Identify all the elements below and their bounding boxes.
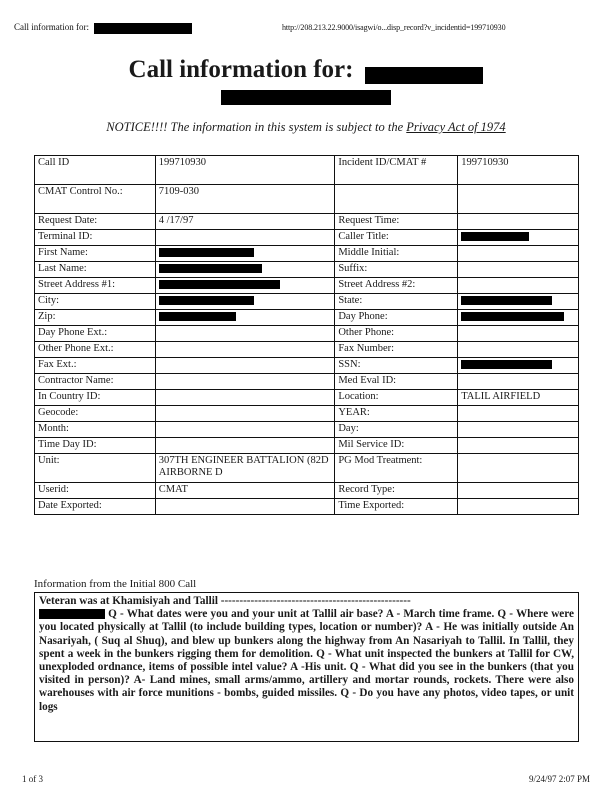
field-value: 307TH ENGINEER BATTALION (82D AIRBORNE D — [155, 454, 335, 483]
field-label — [335, 185, 458, 214]
table-row — [35, 358, 579, 374]
field-value — [155, 406, 335, 422]
field-label: Geocode: — [35, 406, 156, 422]
field-label: Day Phone Ext.: — [35, 326, 156, 342]
table-row — [35, 374, 579, 390]
field-label: Street Address #2: — [335, 278, 458, 294]
field-value — [155, 422, 335, 438]
field-value — [458, 294, 579, 310]
field-label: Contractor Name: — [35, 374, 156, 390]
initial-call-first-line — [39, 595, 574, 608]
table-row — [35, 310, 579, 326]
header-url: http://208.213.22.9000/isagwi/o...disp_record?v_incidentid=199710930 — [282, 23, 506, 32]
field-value — [458, 262, 579, 278]
table-row — [35, 214, 579, 230]
table-row — [35, 294, 579, 310]
redaction-bar — [461, 312, 563, 321]
field-value — [155, 499, 335, 515]
field-label: Terminal ID: — [35, 230, 156, 246]
field-label: Incident ID/CMAT # — [335, 156, 458, 185]
field-label: Unit: — [35, 454, 156, 483]
table-row — [35, 326, 579, 342]
field-value: 199710930 — [155, 156, 335, 185]
field-value — [155, 438, 335, 454]
field-value — [155, 294, 335, 310]
field-value: TALIL AIRFIELD — [458, 390, 579, 406]
field-label: Day Phone: — [335, 310, 458, 326]
redaction-bar — [94, 23, 192, 34]
table-row — [35, 390, 579, 406]
table-row — [35, 246, 579, 262]
initial-call-body — [39, 608, 574, 714]
field-value — [458, 454, 579, 483]
field-label: Call ID — [35, 156, 156, 185]
field-label: First Name: — [35, 246, 156, 262]
header-left-label — [14, 22, 192, 33]
field-value — [155, 230, 335, 246]
page-title-text: Call information for: — [128, 56, 354, 83]
field-label: Med Eval ID: — [335, 374, 458, 390]
field-label: Time Day ID: — [35, 438, 156, 454]
field-value — [458, 358, 579, 374]
field-label: Day: — [335, 422, 458, 438]
field-value — [155, 278, 335, 294]
field-label: PG Mod Treatment: — [335, 454, 458, 483]
table-row — [35, 230, 579, 246]
field-label: Other Phone Ext.: — [35, 342, 156, 358]
redaction-bar — [159, 248, 254, 257]
field-label: Suffix: — [335, 262, 458, 278]
field-value — [458, 185, 579, 214]
field-value — [458, 422, 579, 438]
initial-call-text-box — [34, 592, 579, 742]
field-label: Date Exported: — [35, 499, 156, 515]
field-value — [458, 374, 579, 390]
field-value — [155, 262, 335, 278]
field-label: Request Time: — [335, 214, 458, 230]
field-label: Other Phone: — [335, 326, 458, 342]
field-value — [458, 406, 579, 422]
redaction-bar — [39, 609, 105, 619]
initial-call-heading: Information from the Initial 800 Call — [34, 578, 197, 590]
field-value: 7109-030 — [155, 185, 335, 214]
print-timestamp: 9/24/97 2:07 PM — [528, 774, 590, 784]
field-value — [155, 246, 335, 262]
field-label: Street Address #1: — [35, 278, 156, 294]
field-value: 4 /17/97 — [155, 214, 335, 230]
field-label: Location: — [335, 390, 458, 406]
table-row — [35, 454, 579, 483]
redaction-bar — [365, 67, 483, 84]
table-row — [35, 422, 579, 438]
field-label: Fax Number: — [335, 342, 458, 358]
field-label: City: — [35, 294, 156, 310]
call-information-table — [34, 155, 579, 515]
initial-call-body-text: Q - What dates were you and your unit at Tallil air base? A - March time frame. Q - Where were you located physically at Tallil (to include building types, location or number)? A - He was initially outside An Nasariyah, ( Suq al Shuq), and blew up bunkers along the highway from An Nasariyah to Tallil. In Tallil, they spent a week in the bunkers rigging them for demolition. Q - What unit inspected the bunkers at Tallil for CW, unexploded ordnance, items of possible intel value? A -His unit. Q - What did you see in the bunkers (that you visited in person)? A- Land mines, small arms/ammo, artillery and mortar rounds, rockets. There were also warehouses with air force munitions - bombs, guided missiles. Q - Do you have any photos, video tapes, or unit logs — [39, 608, 574, 713]
redaction-bar — [461, 232, 529, 241]
initial-call-prefix: Veteran was at Khamisiyah and Tallil --------------------------------------------------- — [39, 595, 411, 607]
table-row — [35, 483, 579, 499]
field-label: Caller Title: — [335, 230, 458, 246]
table-row — [35, 278, 579, 294]
field-value — [155, 342, 335, 358]
field-value — [458, 499, 579, 515]
field-label: Record Type: — [335, 483, 458, 499]
field-label: Fax Ext.: — [35, 358, 156, 374]
field-value — [458, 246, 579, 262]
field-value — [155, 358, 335, 374]
field-value — [458, 438, 579, 454]
table-row — [35, 438, 579, 454]
field-label: Userid: — [35, 483, 156, 499]
privacy-notice-text: NOTICE!!!! The information in this system is subject to the — [106, 120, 407, 134]
field-value — [458, 326, 579, 342]
table-row — [35, 406, 579, 422]
field-label: SSN: — [335, 358, 458, 374]
field-label: CMAT Control No.: — [35, 185, 156, 214]
table-row — [35, 185, 579, 214]
field-value: CMAT — [155, 483, 335, 499]
redaction-bar — [159, 296, 254, 305]
browser-header-strip — [14, 22, 598, 38]
field-label: Last Name: — [35, 262, 156, 278]
table-body — [35, 156, 579, 515]
field-value — [155, 326, 335, 342]
field-label: YEAR: — [335, 406, 458, 422]
privacy-act-link: Privacy Act of 1974 — [406, 120, 506, 134]
field-label: Mil Service ID: — [335, 438, 458, 454]
field-value — [458, 483, 579, 499]
header-left-text: Call information for: — [14, 22, 89, 32]
field-label: In Country ID: — [35, 390, 156, 406]
field-value — [155, 390, 335, 406]
field-label: Request Date: — [35, 214, 156, 230]
table-row — [35, 499, 579, 515]
field-value — [458, 342, 579, 358]
table-row — [35, 156, 579, 185]
table-row — [35, 262, 579, 278]
redaction-bar — [159, 264, 263, 273]
field-value — [458, 310, 579, 326]
field-value: 199710930 — [458, 156, 579, 185]
field-label: Middle Initial: — [335, 246, 458, 262]
field-value — [155, 310, 335, 326]
redaction-bar — [159, 312, 237, 321]
privacy-notice — [0, 120, 612, 135]
redaction-bar — [461, 360, 552, 369]
page-number: 1 of 3 — [22, 774, 43, 784]
field-value — [458, 230, 579, 246]
redaction-bar — [461, 296, 552, 305]
table-row — [35, 342, 579, 358]
field-value — [458, 278, 579, 294]
field-label: Month: — [35, 422, 156, 438]
field-label: State: — [335, 294, 458, 310]
field-value — [155, 374, 335, 390]
field-label: Zip: — [35, 310, 156, 326]
redaction-bar — [159, 280, 280, 289]
page-title — [0, 56, 612, 105]
redaction-bar — [221, 90, 391, 105]
field-label: Time Exported: — [335, 499, 458, 515]
field-value — [458, 214, 579, 230]
